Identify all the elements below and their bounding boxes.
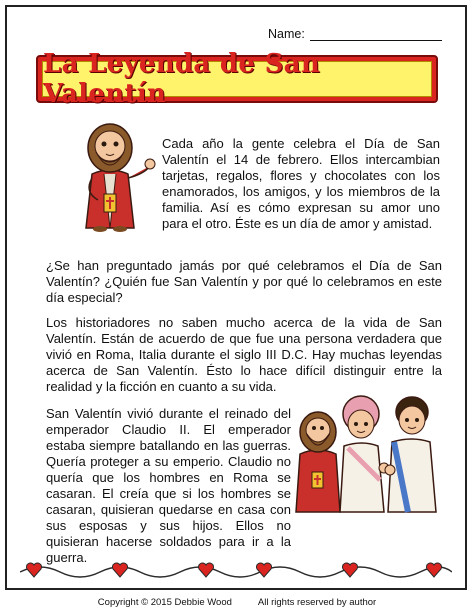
paragraph-intro: Cada año la gente celebra el Día de San Valentín el 14 de febrero. Ellos intercambian tarjetas, regalos, flores y chocolates con los enamorados, los amigos, y los miembros de la familia. Así es cómo expresan su amor uno para el otro. Éste es un día de amor y amistad. (162, 136, 440, 231)
saint-valentine-illustration (64, 112, 156, 234)
heart-icon (426, 563, 441, 577)
title-banner (36, 49, 438, 109)
paragraph-historians: Los historiadores no saben mucho acerca de la vida de San Valentín. Están de acuerdo de que fue una persona verdadera que vivió en Roma, Italia durante el siglo III D.C. Hay muchas leyendas acerca de San Valentín. Ésto lo hace difícil distinguir entre la realidad y la ficción en cuanto a su vida. (46, 315, 442, 394)
heart-icon (112, 563, 127, 577)
paragraph-question: ¿Se han preguntado jamás por qué celebramos el Día de San Valentín? ¿Quién fue San Valentín y por qué lo celebramos en este día especial? (46, 258, 442, 305)
heart-icon (26, 563, 41, 577)
heart-icon (198, 563, 213, 577)
heart-icon (256, 563, 271, 577)
paragraph-claudius: San Valentín vivió durante el reinado del emperador Claudio II. El emperador estaba siempre batallando en las guerras. Quería proteger a su emperio. Claudio no quería que los hombres en Roma se casaran. El creía que si los hombres se casaran, quisieran quedarse en casa con sus esposas y sus hijos. Ellos no quisieran hacerse soldados para ir a la guerra. (46, 406, 291, 565)
name-label: Name: (268, 27, 305, 41)
rights-text: All rights reserved by author (257, 597, 377, 608)
heart-icon (342, 563, 357, 577)
name-blank-line (310, 28, 442, 41)
heart-vine-divider (20, 558, 452, 582)
name-field (268, 27, 442, 41)
copyright-text: Copyright © 2015 Debbie Wood (97, 597, 232, 608)
footer-copyright (0, 597, 474, 608)
wedding-illustration (288, 384, 452, 516)
title-banner-inner (42, 49, 432, 109)
page-title: La Leyenda de San Valentín (43, 49, 321, 109)
